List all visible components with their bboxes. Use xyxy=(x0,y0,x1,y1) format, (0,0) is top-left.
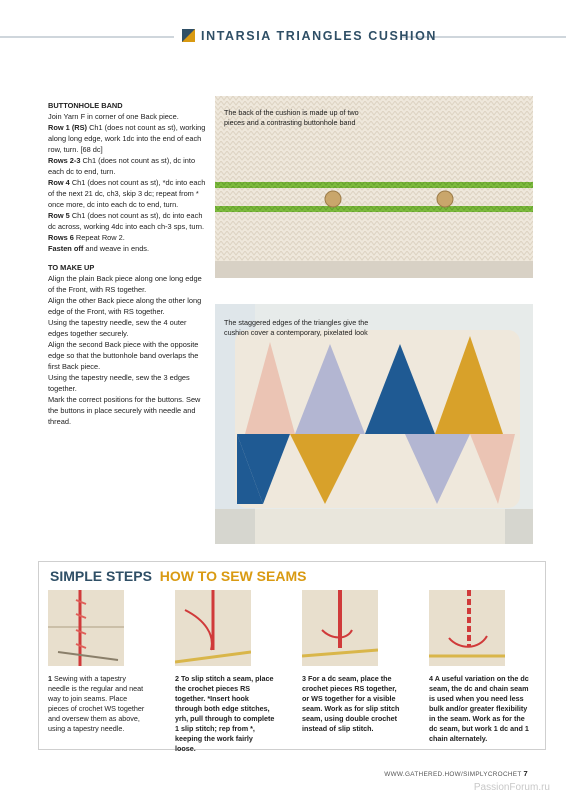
footer-url: WWW.GATHERED.HOW/SIMPLYCROCHET xyxy=(384,771,522,778)
makeup-line: Align the plain Back piece along one long edge of the Front, with RS together. xyxy=(48,274,202,294)
simple-steps-title: SIMPLE STEPS HOW TO SEW SEAMS xyxy=(50,568,307,584)
watermark: PassionForum.ru xyxy=(473,782,550,793)
makeup-line: Align the other Back piece along the other long edge of the Front, with RS together. xyxy=(48,296,202,316)
buttonhole-intro: Join Yarn F in corner of one Back piece. xyxy=(48,112,179,121)
step-1-photo xyxy=(48,590,124,666)
step-1-text: 1 Sewing with a tapestry needle is the regular and neat way to join seams. Place pieces of crochet WS together and oversew them as above, using a tapestry needle. xyxy=(48,674,145,733)
makeup-line: Using the tapestry needle, sew the 3 edges together. xyxy=(48,373,190,393)
makeup-line: Align the second Back piece with the opposite edge so that the buttonhole band overlaps the first Back piece. xyxy=(48,340,199,371)
rows-2-3: Rows 2-3 Ch1 (does not count as st), dc into each dc to end, turn. xyxy=(48,156,196,176)
step-2-image xyxy=(175,590,251,666)
cushion-front-photo xyxy=(215,304,533,544)
makeup-heading: TO MAKE UP xyxy=(48,263,95,272)
page-number: 7 xyxy=(523,769,528,778)
instructions-column xyxy=(48,100,208,427)
page-title: INTARSIA TRIANGLES CUSHION xyxy=(201,29,438,43)
step-2-text: 2 To slip stitch a seam, place the crochet pieces RS together. *Insert hook through both edge stitches, yrh, pull through to complete 1 slip stitch; rep from *, keeping the work fairly loose. xyxy=(175,674,275,753)
buttonhole-heading: BUTTONHOLE BAND xyxy=(48,101,123,110)
step-4-text: 4 A useful variation on the dc seam, the dc and chain seam is used when you need less bulk and/or greater flexibility in the seam. Work as for the dc seam, but work 1 dc and 1 chain alternately. xyxy=(429,674,529,743)
header-rule-left xyxy=(0,36,174,38)
page-footer xyxy=(384,769,528,778)
rows-6: Rows 6 Repeat Row 2. xyxy=(48,233,125,242)
back-photo-caption: The back of the cushion is made up of two pieces and a contrasting buttonhole band xyxy=(224,108,359,127)
step-3-text: 3 For a dc seam, place the crochet pieces RS together, or WS together for a visible seam. Work as for slip stitch seam, using double crochet instead of slip stitch. xyxy=(302,674,400,733)
step-4-image xyxy=(429,590,505,666)
step-2-photo xyxy=(175,590,251,666)
row-1: Row 1 (RS) Ch1 (does not count as st), working along long edge, work 1dc into the end of each row, turn. [68 dc] xyxy=(48,123,206,154)
step-1-image xyxy=(48,590,124,666)
makeup-line: Using the tapestry needle, sew the 4 outer edges together securely. xyxy=(48,318,187,338)
section-logo-icon xyxy=(182,29,195,42)
makeup-line: Mark the correct positions for the buttons. Sew the buttons in place securely with needle and thread. xyxy=(48,395,201,426)
row-4: Row 4 Ch1 (does not count as st), *dc into each of the next 21 dc, ch3, skip 3 dc; repeat from * once more, dc into each dc to end, turn. xyxy=(48,178,206,209)
cushion-front-image xyxy=(215,304,533,544)
step-3-photo xyxy=(302,590,378,666)
step-4-photo xyxy=(429,590,505,666)
fasten-off: Fasten off and weave in ends. xyxy=(48,244,150,253)
step-3-image xyxy=(302,590,378,666)
front-photo-caption: The staggered edges of the triangles give the cushion cover a contemporary, pixelated look xyxy=(224,318,369,337)
row-5: Row 5 Ch1 (does not count as st), dc into each dc across, working 4dc into each ch-3 sps, turn. xyxy=(48,211,205,231)
